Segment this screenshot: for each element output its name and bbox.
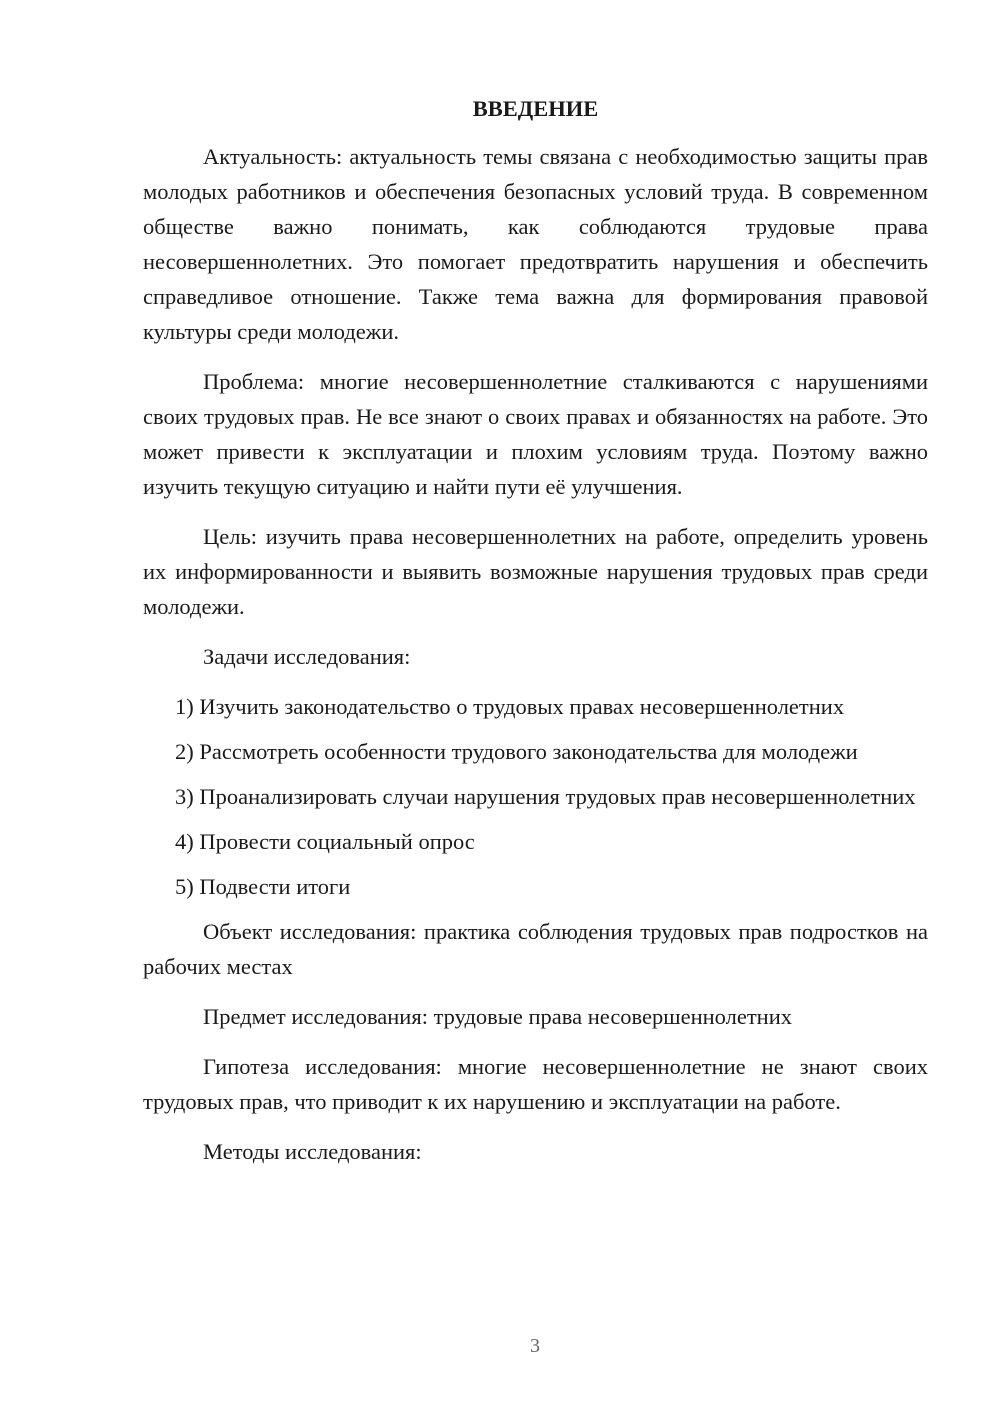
task-item-3: 3) Проанализировать случаи нарушения трудовых прав несовершеннолетних	[175, 784, 916, 809]
page-content	[143, 94, 928, 1184]
task-item-5: 5) Подвести итоги	[175, 874, 351, 899]
page-number: 3	[530, 1335, 540, 1357]
paragraph-subject: Предмет исследования: трудовые права несовершеннолетних	[203, 1004, 793, 1029]
paragraph-problem: Проблема: многие несовершеннолетние сталкиваются с нарушениями своих трудовых прав. Не все знают о своих правах и обязанностях на работе. Это может привести к эксплуатации и плохим условиям труда. Поэтому важно изучить текущую ситуацию и найти пути её улучшения.	[143, 369, 928, 499]
task-item-2: 2) Рассмотреть особенности трудового законодательства для молодежи	[175, 739, 858, 764]
paragraph-tasks-heading: Задачи исследования:	[203, 644, 411, 669]
paragraph-hypothesis: Гипотеза исследования: многие несовершеннолетние не знают своих трудовых прав, что приводит к их нарушению и эксплуатации на работе.	[143, 1054, 928, 1114]
paragraph-object: Объект исследования: практика соблюдения трудовых прав подростков на рабочих местах	[143, 919, 928, 979]
task-item-4: 4) Провести социальный опрос	[175, 829, 475, 854]
paragraph-goal: Цель: изучить права несовершеннолетних на работе, определить уровень их информированности и выявить возможные нарушения трудовых прав среди молодежи.	[143, 524, 928, 619]
task-item-1: 1) Изучить законодательство о трудовых правах несовершеннолетних	[175, 694, 845, 719]
paragraph-methods: Методы исследования:	[203, 1139, 422, 1164]
page-title: ВВЕДЕНИЕ	[472, 96, 599, 121]
paragraph-relevance: Актуальность: актуальность темы связана с необходимостью защиты прав молодых работников и обеспечения безопасных условий труда. В современном обществе важно понимать, как соблюдаются трудовые права несовершеннолетних. Это помогает предотвратить нарушения и обеспечить справедливое отношение. Также тема важна для формирования правовой культуры среди молодежи.	[143, 144, 928, 344]
